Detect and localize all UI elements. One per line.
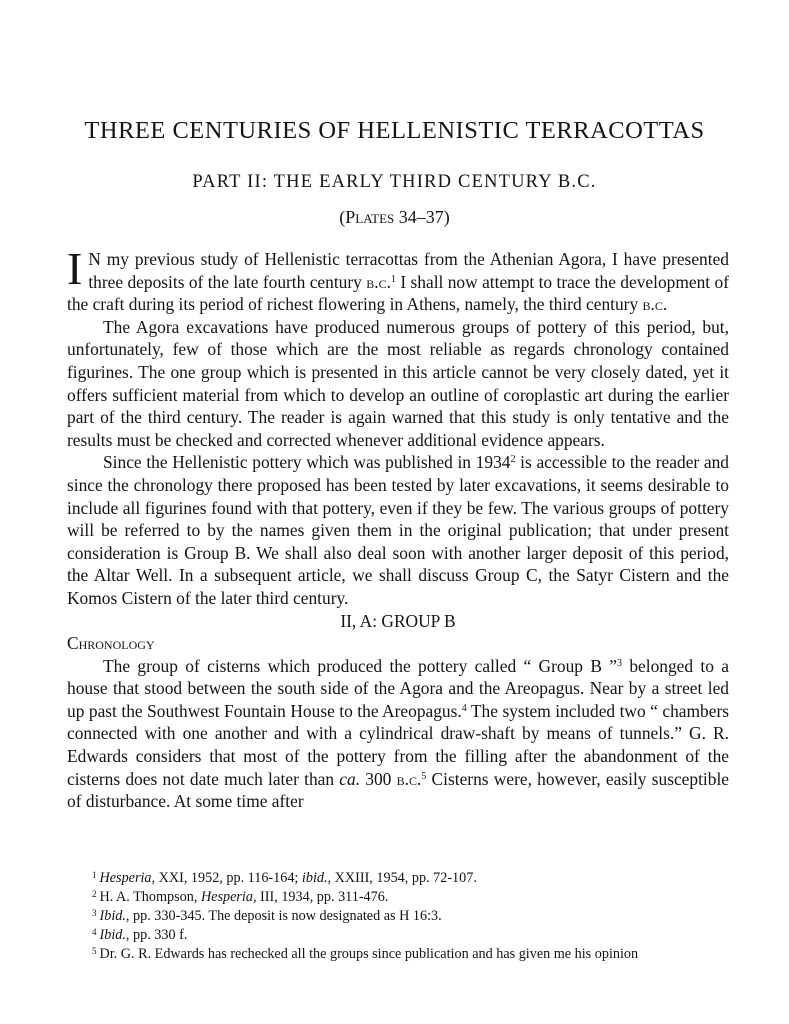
footnote-3: $^3$ Ibid., pp. 330-345. The deposit is now designated as H 16:3. [92,908,442,924]
footnote-ref-1[interactable]: 1 [390,273,396,285]
plates-reference: (Plates 34–37) [339,207,450,227]
footnote-2: $^2$ H. A. Thompson, Hesperia, III, 1934, pp. 311-476. [92,889,389,905]
subsection-heading: Chronology [67,633,155,654]
footnote-5: $^5$ Dr. G. R. Edwards has rechecked all the groups since publication and has given me his opinion [92,946,639,962]
paragraph-4: The group of cisterns which produced the pottery called “ Group B ”$^3$ belonged to a house that stood between the south side of the Agora and the Areopagus. Near by a street led up past the Southwest Fountain House to the Areopagus.$^4$ The system included two “ chambers connected with one another and with a cylindrical draw-shaft by means of tunnels.” G. R. Edwards considers that most of the pottery from the filling after the abandonment of the cisterns does not date much later than ca. 300 b.c.$^5$ Cisterns were, however, easily susceptible of disturbance. At some time after [67,655,729,812]
article-body [67,243,729,813]
footnote-ref-2[interactable]: 2 [510,454,516,466]
paragraph-2: The Agora excavations have produced numerous groups of pottery of this period, but, unfortunately, few of those which are the most reliable as regards chronology contained figurines. The one group which is presented in this article cannot be very closely dated, yet it offers sufficient material from which to develop an outline of coroplastic art during the earlier part of the third century. The reader is again warned that this study is only tentative and the results must be checked and corrected whenever additional evidence appears. [67,316,729,450]
drop-cap: I [67,243,83,294]
footnote-ref-5[interactable]: 5 [421,770,427,782]
article-title: THREE CENTURIES OF HELLENISTIC TERRACOTTAS [84,117,705,144]
footnote-1: $^1$ Hesperia, XXI, 1952, pp. 116-164; ibid., XXIII, 1954, pp. 72-107. [92,870,477,886]
footnotes [92,869,732,964]
article-subtitle: PART II: THE EARLY THIRD CENTURY B.C. [192,172,597,192]
section-heading: II, A: GROUP B [340,610,456,631]
footnote-ref-3[interactable]: 3 [616,657,622,669]
paragraph-1: I N my previous study of Hellenistic terracottas from the Athenian Agora, I have presented three deposits of the late fourth century b.c.$^1$ I shall now attempt to trace the development of the craft during its period of richest flowering in Athens, namely, the third century b.c. [67,243,729,315]
footnote-4: $^4$ Ibid., pp. 330 f. [92,927,188,943]
paragraph-3: Since the Hellenistic pottery which was published in 1934$^2$ is accessible to the reader and since the chronology there proposed has been tested by later excavations, it seems desirable to include all figurines found with that pottery, even if they be few. The various groups of pottery will be referred to by the names given them in the original publication; that under present consideration is Group B. We shall also deal soon with another larger deposit of this period, the Altar Well. In a subsequent article, we shall discuss Group C, the Satyr Cistern and the Komos Cistern of the later third century. [67,452,729,608]
footnote-ref-4[interactable]: 4 [461,702,467,714]
